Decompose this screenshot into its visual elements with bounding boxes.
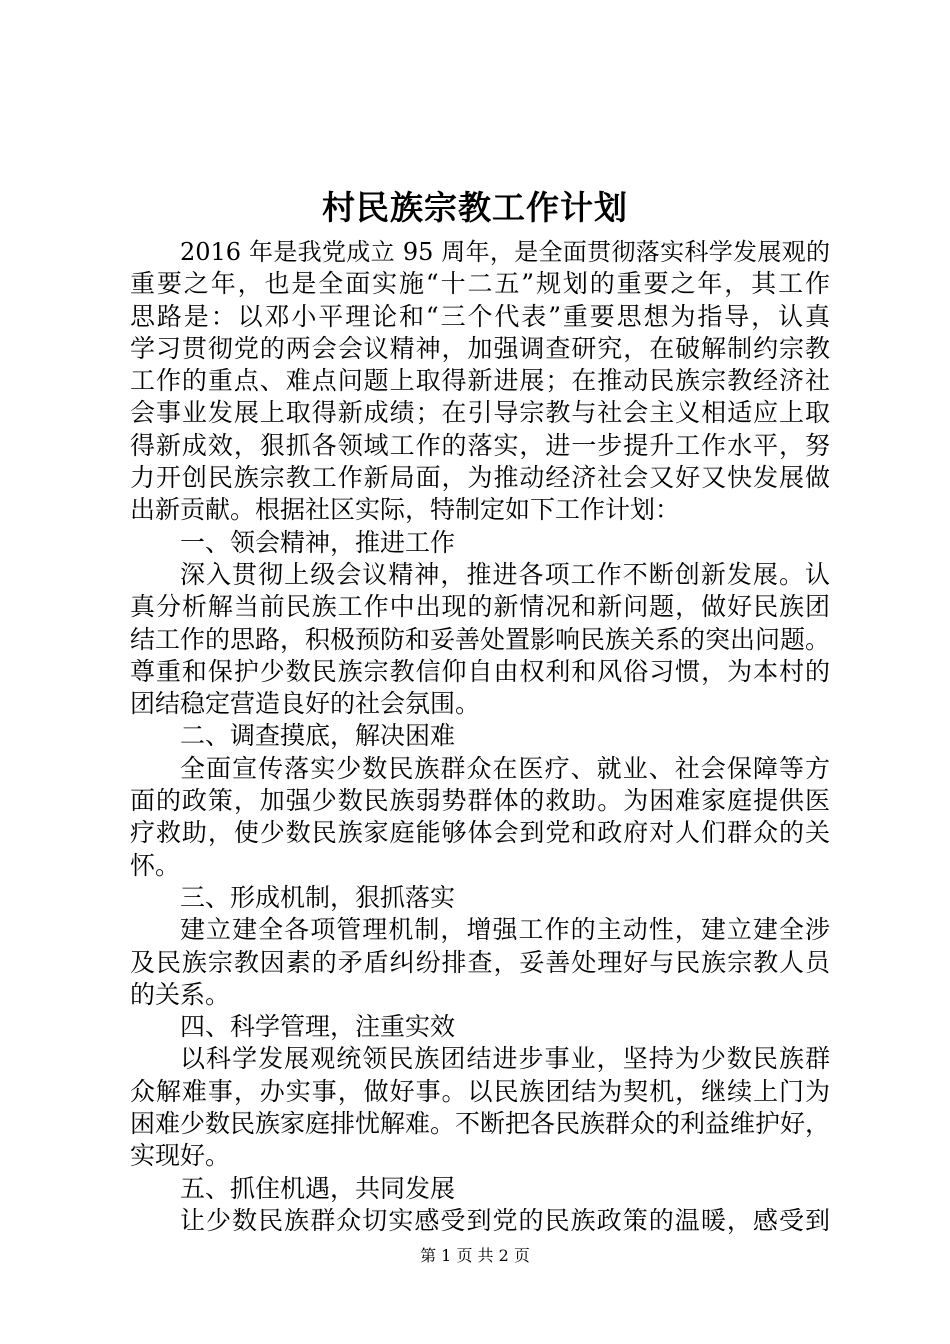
text-line: 思路是：以邓小平理论和“三个代表”重要思想为指导，认真	[130, 301, 830, 331]
text-line: 出新贡献。根据社区实际，特制定如下工作计划：	[130, 495, 681, 525]
text-line: 让少数民族群众切实感受到党的民族政策的温暖，感受到	[180, 1205, 830, 1235]
text-line: 众解难事，办实事，做好事。以民族团结为契机，继续上门为	[130, 1076, 830, 1106]
text-line: 2016 年是我党成立 95 周年，是全面贯彻落实科学发展观的	[180, 238, 830, 266]
text-line: 深入贯彻上级会议精神，推进各项工作不断创新发展。认	[180, 559, 830, 589]
text-line: 二、调查摸底，解决困难	[180, 721, 456, 751]
page-footer: 第 1 页 共 2 页	[420, 1246, 530, 1265]
text-line: 疗救助，使少数民族家庭能够体会到党和政府对人们群众的关	[130, 818, 830, 848]
text-line: 尊重和保护少数民族宗教信仰自由权利和风俗习惯，为本村的	[130, 656, 830, 686]
text-line: 学习贯彻党的两会会议精神，加强调查研究，在破解制约宗教	[130, 333, 830, 363]
text-line: 怀。	[130, 850, 181, 880]
text-line: 建立建全各项管理机制，增强工作的主动性，建立建全涉	[180, 915, 830, 945]
text-line: 全面宣传落实少数民族群众在医疗、就业、社会保障等方	[180, 753, 830, 783]
text-line: 困难少数民族家庭排忧解难。不断把各民族群众的利益维护好，	[130, 1109, 831, 1139]
text-line: 结工作的思路，积极预防和妥善处置影响民族关系的突出问题。	[130, 624, 831, 654]
text-line: 一、领会精神，推进工作	[180, 527, 456, 557]
text-line: 的关系。	[130, 979, 231, 1009]
text-line: 团结稳定营造良好的社会氛围。	[130, 689, 481, 719]
text-line: 重要之年，也是全面实施“十二五”规划的重要之年，其工作	[130, 269, 830, 299]
text-line: 及民族宗教因素的矛盾纠纷排查，妥善处理好与民族宗教人员	[130, 947, 830, 977]
text-line: 真分析解当前民族工作中出现的新情况和新问题，做好民族团	[130, 592, 830, 622]
text-line: 面的政策，加强少数民族弱势群体的救助。为困难家庭提供医	[130, 786, 830, 816]
text-line: 工作的重点、难点问题上取得新进展；在推动民族宗教经济社	[130, 366, 830, 396]
text-line: 力开创民族宗教工作新局面，为推动经济社会又好又快发展做	[130, 463, 830, 493]
page-title: 村民族宗教工作计划	[322, 188, 628, 227]
text-line: 五、抓住机遇，共同发展	[180, 1173, 456, 1203]
text-line: 以科学发展观统领民族团结进步事业，坚持为少数民族群	[180, 1044, 830, 1074]
text-line: 会事业发展上取得新成绩；在引导宗教与社会主义相适应上取	[130, 398, 830, 428]
text-line: 得新成效，狠抓各领域工作的落实，进一步提升工作水平，努	[130, 430, 830, 460]
text-line: 实现好。	[130, 1141, 231, 1171]
text-line: 三、形成机制，狠抓落实	[180, 882, 456, 912]
document-body	[130, 236, 830, 1237]
text-line: 四、科学管理，注重实效	[180, 1012, 456, 1042]
